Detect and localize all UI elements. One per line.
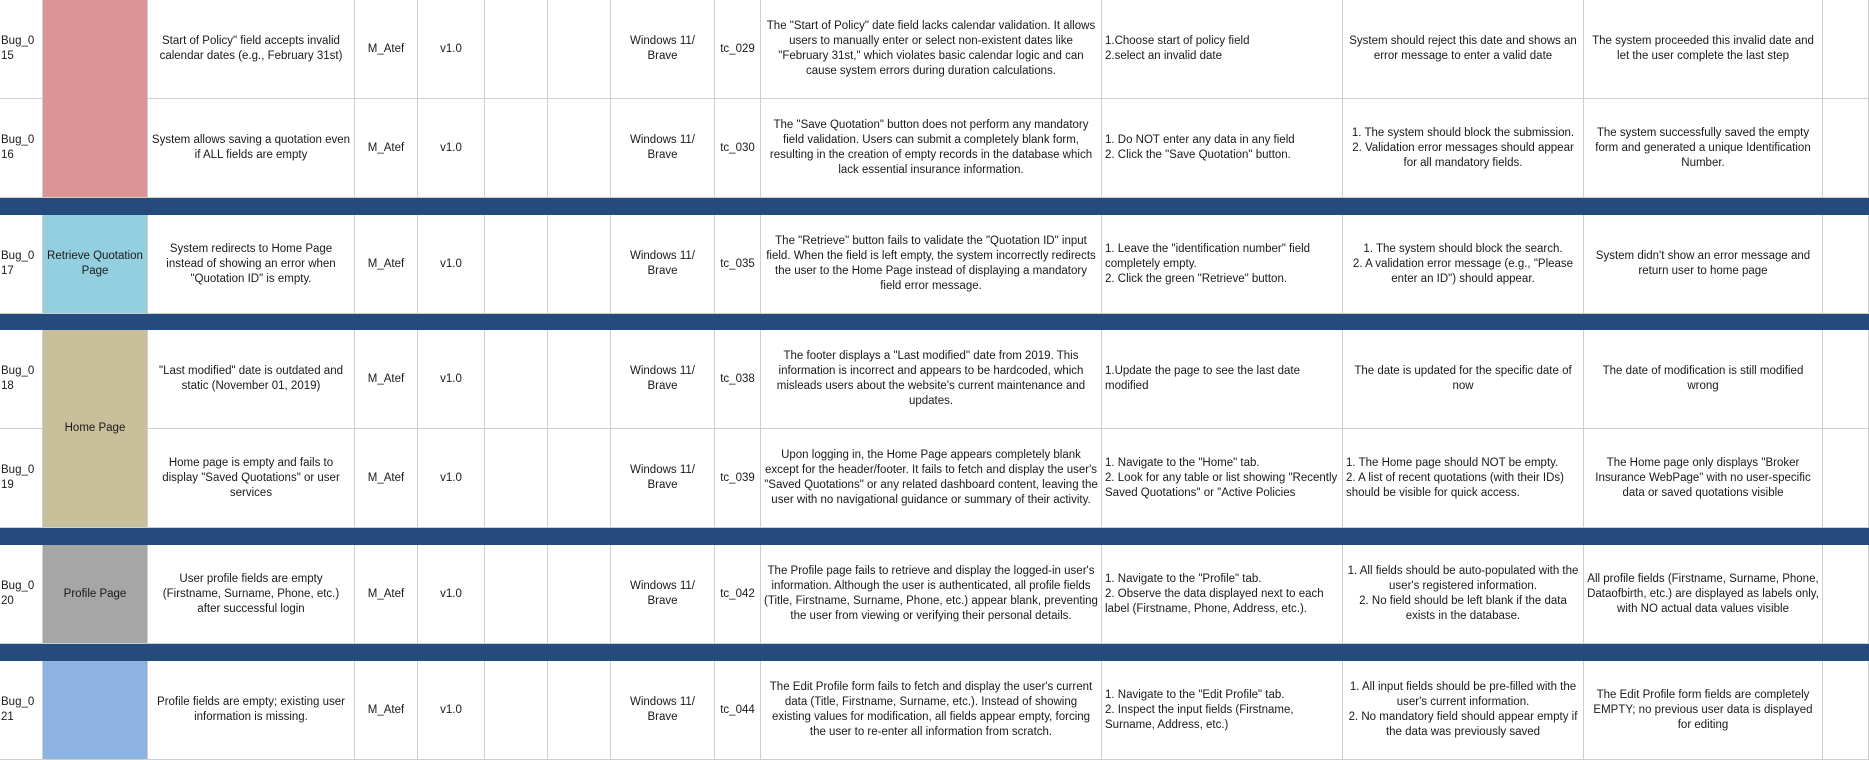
empty-cell[interactable] [1823, 429, 1869, 528]
reporter-cell[interactable]: M_Atef [355, 215, 418, 314]
bug-id-cell[interactable]: Bug_018 [0, 330, 43, 429]
bug-id-cell[interactable]: Bug_017 [0, 215, 43, 314]
actual-cell[interactable]: All profile fields (Firstname, Surname, Phone, Dataofbirth, etc.) are displayed as labels only, with NO actual data values visible [1584, 545, 1823, 644]
summary-cell[interactable]: Start of Policy" field accepts invalid calendar dates (e.g., February 31st) [148, 0, 355, 99]
environment-cell[interactable]: Windows 11/ Brave [611, 99, 715, 198]
empty-cell[interactable] [485, 330, 548, 429]
test-case-cell[interactable]: tc_030 [715, 99, 761, 198]
version-cell[interactable]: v1.0 [418, 99, 485, 198]
test-case-cell[interactable]: tc_038 [715, 330, 761, 429]
steps-cell[interactable]: 1. Navigate to the "Home" tab. 2. Look for any table or list showing "Recently Saved Quotations" or "Active Policies [1102, 429, 1343, 528]
actual-cell[interactable]: System didn't show an error message and return user to home page [1584, 215, 1823, 314]
actual-cell[interactable]: The Home page only displays "Broker Insurance WebPage" with no user-specific data or saved quotations visible [1584, 429, 1823, 528]
steps-cell[interactable]: 1. Navigate to the "Edit Profile" tab. 2. Inspect the input fields (Firstname, Surname, Address, etc.) [1102, 661, 1343, 760]
bug-id-cell[interactable]: Bug_021 [0, 661, 43, 760]
actual-cell[interactable]: The date of modification is still modified wrong [1584, 330, 1823, 429]
description-cell[interactable]: Upon logging in, the Home Page appears completely blank except for the header/footer. It fails to fetch and display the user's "Saved Quotations" or any related dashboard content, leaving the user with no navigational guidance or summary of their activity. [761, 429, 1102, 528]
summary-cell[interactable]: System redirects to Home Page instead of showing an error when "Quotation ID" is empty. [148, 215, 355, 314]
expected-cell[interactable]: 1. The Home page should NOT be empty. 2. A list of recent quotations (with their IDs) should be visible for quick access. [1343, 429, 1584, 528]
empty-cell[interactable] [485, 429, 548, 528]
version-cell[interactable]: v1.0 [418, 330, 485, 429]
summary-cell[interactable]: User profile fields are empty (Firstname, Surname, Phone, etc.) after successful login [148, 545, 355, 644]
table-row[interactable] [0, 545, 1869, 644]
table-row[interactable] [0, 99, 1869, 198]
reporter-cell[interactable]: M_Atef [355, 661, 418, 760]
steps-cell[interactable]: 1. Navigate to the "Profile" tab. 2. Observe the data displayed next to each label (Firstname, Phone, Address, etc.). [1102, 545, 1343, 644]
actual-cell[interactable]: The system proceeded this invalid date and let the user complete the last step [1584, 0, 1823, 99]
bug-id-cell[interactable]: Bug_019 [0, 429, 43, 528]
module-cell-home-page[interactable]: Home Page [43, 330, 148, 528]
table-row[interactable] [0, 0, 1869, 99]
description-cell[interactable]: The Profile page fails to retrieve and display the logged-in user's information. Although the user is authenticated, all profile fields (Title, Firstname, Surname, Phone, etc.) appear blank, preventing the user from viewing or verifying their personal details. [761, 545, 1102, 644]
test-case-cell[interactable]: tc_039 [715, 429, 761, 528]
summary-cell[interactable]: Home page is empty and fails to display "Saved Quotations" or user services [148, 429, 355, 528]
version-cell[interactable]: v1.0 [418, 661, 485, 760]
empty-cell[interactable] [548, 429, 611, 528]
test-case-cell[interactable]: tc_044 [715, 661, 761, 760]
actual-cell[interactable]: The Edit Profile form fields are completely EMPTY; no previous user data is displayed for editing [1584, 661, 1823, 760]
section-separator [0, 528, 1869, 545]
description-cell[interactable]: The "Start of Policy" date field lacks calendar validation. It allows users to manually enter or select non-existent dates like "February 31st," which violates basic calendar logic and can cause system errors during duration calculations. [761, 0, 1102, 99]
environment-cell[interactable]: Windows 11/ Brave [611, 429, 715, 528]
empty-cell[interactable] [548, 545, 611, 644]
expected-cell[interactable]: System should reject this date and shows an error message to enter a valid date [1343, 0, 1584, 99]
empty-cell[interactable] [1823, 661, 1869, 760]
test-case-cell[interactable]: tc_035 [715, 215, 761, 314]
table-row[interactable] [0, 330, 1869, 429]
expected-cell[interactable]: The date is updated for the specific date of now [1343, 330, 1584, 429]
expected-cell[interactable]: 1. The system should block the search. 2. A validation error message (e.g., "Please enter an ID") should appear. [1343, 215, 1584, 314]
reporter-cell[interactable]: M_Atef [355, 0, 418, 99]
empty-cell[interactable] [548, 330, 611, 429]
bug-id-cell[interactable]: Bug_016 [0, 99, 43, 198]
steps-cell[interactable]: 1.Update the page to see the last date modified [1102, 330, 1343, 429]
section-separator [0, 198, 1869, 215]
steps-cell[interactable]: 1.Choose start of policy field 2.select an invalid date [1102, 0, 1343, 99]
steps-cell[interactable]: 1. Do NOT enter any data in any field 2. Click the "Save Quotation" button. [1102, 99, 1343, 198]
bug-id-cell[interactable]: Bug_015 [0, 0, 43, 99]
module-cell-profile-page[interactable]: Profile Page [43, 545, 148, 644]
reporter-cell[interactable]: M_Atef [355, 545, 418, 644]
module-cell-quotation[interactable] [43, 0, 148, 198]
empty-cell[interactable] [485, 661, 548, 760]
summary-cell[interactable]: Profile fields are empty; existing user information is missing. [148, 661, 355, 760]
empty-cell[interactable] [485, 215, 548, 314]
reporter-cell[interactable]: M_Atef [355, 429, 418, 528]
empty-cell[interactable] [1823, 0, 1869, 99]
empty-cell[interactable] [1823, 545, 1869, 644]
steps-cell[interactable]: 1. Leave the "identification number" field completely empty. 2. Click the green "Retrieve" button. [1102, 215, 1343, 314]
test-case-cell[interactable]: tc_029 [715, 0, 761, 99]
summary-cell[interactable]: "Last modified" date is outdated and static (November 01, 2019) [148, 330, 355, 429]
empty-cell[interactable] [548, 661, 611, 760]
empty-cell[interactable] [548, 99, 611, 198]
environment-cell[interactable]: Windows 11/ Brave [611, 545, 715, 644]
table-row[interactable] [0, 661, 1869, 760]
version-cell[interactable]: v1.0 [418, 429, 485, 528]
expected-cell[interactable]: 1. All fields should be auto-populated with the user's registered information. 2. No field should be left blank if the data exists in the database. [1343, 545, 1584, 644]
reporter-cell[interactable]: M_Atef [355, 330, 418, 429]
section-separator [0, 314, 1869, 330]
expected-cell[interactable]: 1. All input fields should be pre-filled with the user's current information. 2. No mandatory field should appear empty if the data was previously saved [1343, 661, 1584, 760]
environment-cell[interactable]: Windows 11/ Brave [611, 215, 715, 314]
test-case-cell[interactable]: tc_042 [715, 545, 761, 644]
empty-cell[interactable] [548, 0, 611, 99]
bug-id-cell[interactable]: Bug_020 [0, 545, 43, 644]
module-cell-edit-profile[interactable] [43, 661, 148, 760]
reporter-cell[interactable]: M_Atef [355, 99, 418, 198]
version-cell[interactable]: v1.0 [418, 0, 485, 99]
version-cell[interactable]: v1.0 [418, 215, 485, 314]
summary-cell[interactable]: System allows saving a quotation even if ALL fields are empty [148, 99, 355, 198]
expected-cell[interactable]: 1. The system should block the submission. 2. Validation error messages should appear for all mandatory fields. [1343, 99, 1584, 198]
environment-cell[interactable]: Windows 11/ Brave [611, 661, 715, 760]
description-cell[interactable]: The Edit Profile form fails to fetch and display the user's current data (Title, Firstname, Surname, etc.). Instead of showing existing values for modification, all fields appear empty, forcing the user to re-enter all information from scratch. [761, 661, 1102, 760]
table-row[interactable] [0, 429, 1869, 528]
table-row[interactable] [0, 215, 1869, 314]
section-separator [0, 644, 1869, 661]
module-cell-retrieve-quotation[interactable]: Retrieve Quotation Page [43, 215, 148, 314]
description-cell[interactable]: The "Save Quotation" button does not perform any mandatory field validation. Users can submit a completely blank form, resulting in the creation of empty records in the database which lack essential insurance information. [761, 99, 1102, 198]
empty-cell[interactable] [1823, 99, 1869, 198]
environment-cell[interactable]: Windows 11/ Brave [611, 0, 715, 99]
empty-cell[interactable] [485, 0, 548, 99]
empty-cell[interactable] [548, 215, 611, 314]
empty-cell[interactable] [1823, 330, 1869, 429]
description-cell[interactable]: The "Retrieve" button fails to validate the "Quotation ID" input field. When the field is left empty, the system incorrectly redirects the user to the Home Page instead of displaying a mandatory field error message. [761, 215, 1102, 314]
version-cell[interactable]: v1.0 [418, 545, 485, 644]
empty-cell[interactable] [1823, 215, 1869, 314]
empty-cell[interactable] [485, 99, 548, 198]
description-cell[interactable]: The footer displays a "Last modified" date from 2019. This information is incorrect and appears to be hardcoded, which misleads users about the website's current maintenance and updates. [761, 330, 1102, 429]
empty-cell[interactable] [485, 545, 548, 644]
environment-cell[interactable]: Windows 11/ Brave [611, 330, 715, 429]
actual-cell[interactable]: The system successfully saved the empty form and generated a unique Identification Number. [1584, 99, 1823, 198]
